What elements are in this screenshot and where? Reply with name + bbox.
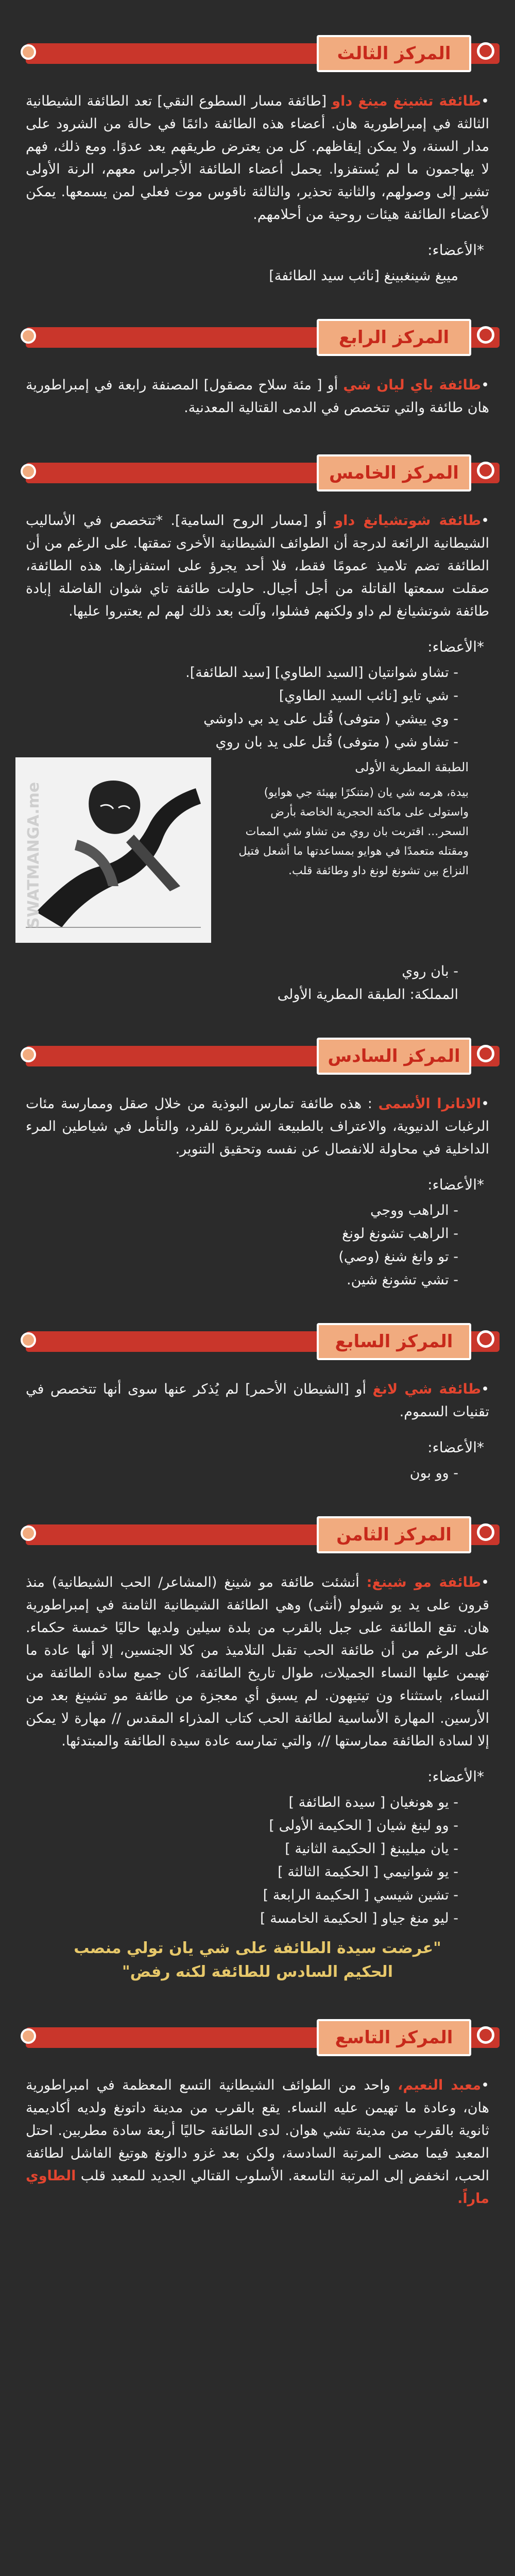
member-item: - تشاو شوانتيان [السيد الطاوي] [سيد الطائفة].: [185, 665, 458, 681]
member-text: تشي تشونغ شين.: [347, 1272, 449, 1288]
members-title: *الأعضاء:: [427, 1439, 484, 1456]
section-heading: المركز الرابع: [317, 319, 471, 356]
sect-description: : هذه طائفة تمارس البوذية من خلال صقل وممارسة مئات الرغبات الدنيوية، والاعتراف بالطبيعة الشريرة للفرد، والتأمل في شياطين المرء الداخلية في محاولة للانفصال عن نفسه وتحقيق التنوير.: [26, 1096, 489, 1157]
section-header: [15, 450, 500, 492]
members-title: *الأعضاء:: [427, 1768, 484, 1785]
member-text: تشين شيسي [ الحكيمة الرابعة ]: [263, 1887, 449, 1903]
section-header: [15, 31, 500, 72]
section-paragraph: •طائفة شي لانغ أو [الشيطان الأحمر] لم يُذكر عنها سوى أنها تتخصص في تقنيات السموم.: [26, 1381, 489, 1420]
header-circle-right: [477, 326, 494, 344]
section-header: [15, 1512, 500, 1553]
member-item: - وي ييشي ( متوفى) قُتل على يد بي داوشي: [203, 711, 458, 727]
section-heading: المركز السابع: [317, 1323, 471, 1360]
header-circle-left: [21, 1047, 36, 1062]
sect-description: أو [ مئة سلاح مصقول] المصنفة رابعة في إمبراطورية هان طائفة والتي تتخصص في الدمى القتالية المعدنية.: [26, 377, 489, 416]
section-paragraph: •طائفة مو شينغ: أنشئت طائفة مو شينغ (المشاعر/ الحب الشيطانية) منذ قرون على يد يو شيولو (أنثى) وهي الطائفة الشيطانية الثامنة في إمبراطورية هان. تقع الطائفة على جبل بالقرب من بلدة سيلين ولديها حاليًا خمسة حكماء. على الرغم من أن طائفة الحب تقبل التلاميذ من كلا الجنسين، إلا أنها عادة ما تهيمن عليها النساء الجميلات، طوال تاريخ الطائفة، كان جميع سادة الطائفة من النساء، باستثناء ون تيتيهون. لم يسبق أي معجزة من طائفة مو تشينغ بعد من الأرسين. المهارة الأساسية لطائفة الحب كتاب المذراء المقدس // مهارة لا يمكن إلا لسادة الطائفة ممارستها //، والتي تمارسه عادة سيدة الطائفة والمبتدئها.: [26, 1574, 489, 1749]
member-text: تشاو شوانتيان [السيد الطاوي] [سيد الطائفة].: [185, 665, 449, 681]
member-text: وي ييشي ( متوفى) قُتل على يد بي داوشي: [203, 711, 449, 727]
header-circle-left: [21, 44, 36, 60]
watermark: SWATMANGA.me: [25, 782, 43, 929]
member-text: الراهب ووجي: [370, 1202, 449, 1218]
member-item: - تو وانغ شنغ (وصي): [338, 1249, 458, 1265]
member-item: - تشين شيسي [ الحكيمة الرابعة ]: [263, 1887, 458, 1903]
header-circle-right: [477, 462, 494, 479]
header-circle-right: [477, 1045, 494, 1062]
sect-description: أو [مسار الروح السامية]. *تتخصص في الأساليب الشيطانية الرائعة لدرجة أن الطوائف الشيطانية الأخرى تمقتها. على الرغم من أن الطائفة تضم تلاميذ عمومًا فقط، فلا أحد يجرؤ على استفزازها. هذه الطائفة، صقلت سمعتها القاتلة من أجل أجيال. حاولت طائفة تاي شوان الفاضلة إبادة طائفة شوتشيانغ لم داو ولكنهم فشلوا، وآلت بعد ذلك لهم لم يعتبروا عليها.: [26, 513, 489, 619]
section-rank-5: [15, 450, 500, 1003]
member-item: - تشاو شي ( متوفى) قُتل على يد بان روي: [215, 734, 458, 750]
sect-description: [طائفة مسار السطوع النقي] تعد الطائفة الشيطانية الثالثة في إمبراطورية هان. أعضاء هذه الطائفة دائمًا في حالة من الشرود على مدار السنة، ولا يمكن إيقاظهم. كل من يعترض طريقهم يعد عدوًا. ومع ذلك، فهم لا يهاجمون ما لم يُستفزوا. يحمل أعضاء الطائفة الأجراس معهم، الرنة الأولى تشير إلى وصولهم، والثانية تحذير، والثالثة ناقوس موت فعلي لمن يسمعها. يمكن لأعضاء الطائفة هيئات روحية من أحلامهم.: [26, 93, 489, 223]
member-text: بان روي: [402, 963, 449, 979]
member-item: - وو لينغ شيان [ الحكيمة الأولى ]: [269, 1818, 458, 1834]
header-circle-right: [477, 1523, 494, 1541]
header-circle-left: [21, 1526, 36, 1541]
card-title: الطبقة المطرية الأولى: [355, 760, 469, 774]
sect-name: طائفة شي لانغ: [372, 1381, 482, 1397]
member-text: شي تايو [نائب السيد الطاوي]: [279, 688, 449, 704]
section-heading: المركز الثامن: [317, 1516, 471, 1553]
member-item: - ليو منغ جياو [ الحكيمة الخامسة ]: [260, 1910, 458, 1926]
section-rank-8: [15, 1512, 500, 1984]
member-text: تو وانغ شنغ (وصي): [338, 1249, 449, 1265]
member-item: - شي تايو [نائب السيد الطاوي]: [279, 688, 458, 704]
member-item: - وو بون: [409, 1465, 458, 1481]
section-header: [15, 1319, 500, 1360]
quote-text: "عرضت سيدة الطائفة على شي يان تولي منصب الحكيم السادس للطائفة لكنه رفض": [74, 1939, 441, 1981]
member-text: ليو منغ جياو [ الحكيمة الخامسة ]: [260, 1910, 449, 1926]
member-item: - يو شوانيمي [ الحكيمة الثالثة ]: [278, 1864, 458, 1880]
section-paragraph: •معبد النعيم، واحد من الطوائف الشيطانية التسع المعظمة في امبراطورية هان، وعادة ما تهيمن عليه النساء. يقع بالقرب من مدينة داتونغ ولديه أكاديمية ثانوية بالقرب من مدينة تشي هوان. لدى الطائفة حاليًا أربعة سادة مطربين. احتل المعبد فيما مضى المرتبة السادسة، ولكن بعد غزو دالونغ هوتيغ الفاشل لطائفة الحب، انخفض إلى المرتبة التاسعة. الأسلوب القتالي الجديد للمعبد قلب الطاوي ماراً.: [26, 2077, 490, 2207]
sect-tail: الطاوي ماراً.: [26, 2168, 489, 2207]
card-text-block: [227, 757, 469, 948]
section-rank-7: [15, 1319, 500, 1481]
header-circle-right: [477, 1330, 494, 1348]
member-text: الراهب تشونغ لونغ: [342, 1226, 449, 1242]
sect-name: طائفة تشينغ مينغ داو: [332, 93, 482, 109]
section-rank-3: [15, 31, 500, 284]
members-title: *الأعضاء:: [427, 1176, 484, 1193]
member-text: يو هونغيان [ سيدة الطائفة ]: [288, 1794, 449, 1810]
section-heading: المركز الخامس: [317, 454, 471, 492]
member-item: - بان روي: [402, 963, 458, 979]
section-paragraph: •الانانرا الأسمى : هذه طائفة تمارس البوذية من خلال صقل وممارسة مئات الرغبات الدنيوية، والاعتراف بالطبيعة الشريرة للفرد، والتأمل في شياطين المرء الداخلية في محاولة للانفصال عن نفسه وتحقيق التنوير.: [26, 1096, 489, 1157]
members-title: *الأعضاء:: [427, 638, 484, 655]
character-card: [15, 757, 469, 948]
sect-description: واحد من الطوائف الشيطانية التسع المعظمة في امبراطورية هان، وعادة ما تهيمن عليه النساء. يقع بالقرب من مدينة داتونغ ولديه أكاديمية ثانوية بالقرب من مدينة تشي هوان. لدى الطائفة حاليًا أربعة سادة مطربين. احتل المعبد فيما مضى المرتبة السادسة، ولكن بعد غزو دالونغ هوتيغ الفاشل لطائفة الحب، انخفض إلى المرتبة التاسعة. الأسلوب القتالي الجديد للمعبد قلب: [26, 2077, 489, 2184]
member-item: - الراهب ووجي: [370, 1202, 458, 1218]
member-text: وو لينغ شيان [ الحكيمة الأولى ]: [269, 1818, 449, 1834]
member-item: - تشي تشونغ شين.: [347, 1272, 458, 1288]
section-heading: المركز الثالث: [317, 35, 471, 72]
header-circle-left: [21, 1332, 36, 1348]
card-text: بيدة، هرمه شي يان (متنكرًا بهيئة جي هوايو) واستولى على ماكنة الحجرية الخاصة بأرض السحر... اقتربت بان روي من تشاو شي الممات ومقتله متعمدًا في هوايو بمساعدتها ما أشعل فتيل النزاع بين تشونغ لونغ داو وطائفة قلب.: [238, 786, 469, 877]
section-rank-6: [15, 1033, 500, 1288]
header-circle-left: [21, 2028, 36, 2044]
section-rank-4: [15, 315, 500, 419]
member-item: المملكة: الطبقة المطرية الأولى: [277, 987, 458, 1003]
member-item: - الراهب تشونغ لونغ: [342, 1226, 458, 1242]
header-circle-right: [477, 42, 494, 60]
section-paragraph: •طائفة شوتشيانغ داو أو [مسار الروح السامية]. *تتخصص في الأساليب الشيطانية الرائعة لدرجة أن الطوائف الشيطانية الأخرى تمقتها. على الرغم من أن الطائفة تضم تلاميذ عمومًا فقط، فلا أحد يجرؤ على استفزازها. هذه الطائفة، صقلت سمعتها القاتلة من أجل أجيال. حاولت طائفة تاي شوان الفاضلة إبادة طائفة شوتشيانغ لم داو ولكنهم فشلوا، وآلت بعد ذلك لهم لم يعتبروا عليها.: [26, 513, 489, 619]
section-header: [15, 2015, 500, 2056]
header-circle-left: [21, 464, 36, 479]
member-item: ميبغ شينغبينغ [نائب سيد الطائفة]: [269, 268, 458, 284]
sect-name: معبد النعيم،: [398, 2077, 482, 2093]
sect-name: طائفة مو شينغ:: [366, 1574, 482, 1590]
sect-description: أنشئت طائفة مو شينغ (المشاعر/ الحب الشيطانية) منذ قرون على يد يو شيولو (أنثى) وهي الطائفة الشيطانية الثامنة في إمبراطورية هان. تقع الطائفة على جبل بالقرب من بلدة سيلين ولديها حاليًا خمسة حكماء. على الرغم من أن طائفة الحب تقبل التلاميذ من كلا الجنسين، إلا أنها عادة ما تهيمن عليها النساء الجميلات، طوال تاريخ الطائفة، كان جميع سادة الطائفة من النساء، باستثناء ون تيتيهون. لم يسبق أي معجزة من طائفة مو تشينغ بعد من الأرسين. المهارة الأساسية لطائفة الحب كتاب المذراء المقدس // مهارة لا يمكن إلا لسادة الطائفة ممارستها //، والتي تمارسه عادة سيدة الطائفة والمبتدئها.: [26, 1574, 489, 1749]
header-circle-left: [21, 328, 36, 344]
sect-name: طائفة شوتشيانغ داو: [334, 513, 482, 529]
member-item: - يان ميليبنغ [ الحكيمة الثانية ]: [285, 1841, 458, 1857]
member-text: يو شوانيمي [ الحكيمة الثالثة ]: [278, 1864, 449, 1880]
member-item: - يو هونغيان [ سيدة الطائفة ]: [288, 1794, 458, 1810]
member-text: يان ميليبنغ [ الحكيمة الثانية ]: [285, 1841, 449, 1857]
sect-name: الانانرا الأسمى: [378, 1096, 482, 1112]
sect-description: أو [الشيطان الأحمر] لم يُذكر عنها سوى أنها تتخصص في تقنيات السموم.: [26, 1381, 489, 1420]
section-heading: المركز السادس: [317, 1038, 471, 1075]
sect-name: طائفة باي ليان شي: [343, 377, 482, 393]
section-header: [15, 1033, 500, 1075]
member-text: وو بون: [409, 1465, 449, 1481]
members-title: *الأعضاء:: [427, 242, 484, 259]
section-rank-9: [15, 2015, 500, 2210]
section-header: [15, 315, 500, 356]
header-circle-right: [477, 2026, 494, 2044]
section-paragraph: •طائفة تشينغ مينغ داو [طائفة مسار السطوع النقي] تعد الطائفة الشيطانية الثالثة في إمبراطورية هان. أعضاء هذه الطائفة دائمًا في حالة من الشرود على مدار السنة، ولا يمكن إيقاظهم. كل من يعترض طريقهم يعد عدوًا. ومع ذلك، فهم لا يهاجمون ما لم يُستفزوا. يحمل أعضاء الطائفة الأجراس معهم، الرنة الأولى تشير إلى وصولهم، والثانية تحذير، والثالثة ناقوس موت فعلي لمن يسمعها. يمكن لأعضاء الطائفة هيئات روحية من أحلامهم.: [26, 93, 489, 223]
section-paragraph: •طائفة باي ليان شي أو [ مئة سلاح مصقول] المصنفة رابعة في إمبراطورية هان طائفة والتي تتخصص في الدمى القتالية المعدنية.: [26, 377, 490, 416]
section-heading: المركز التاسع: [317, 2019, 471, 2056]
member-text: تشاو شي ( متوفى) قُتل على يد بان روي: [215, 734, 449, 750]
